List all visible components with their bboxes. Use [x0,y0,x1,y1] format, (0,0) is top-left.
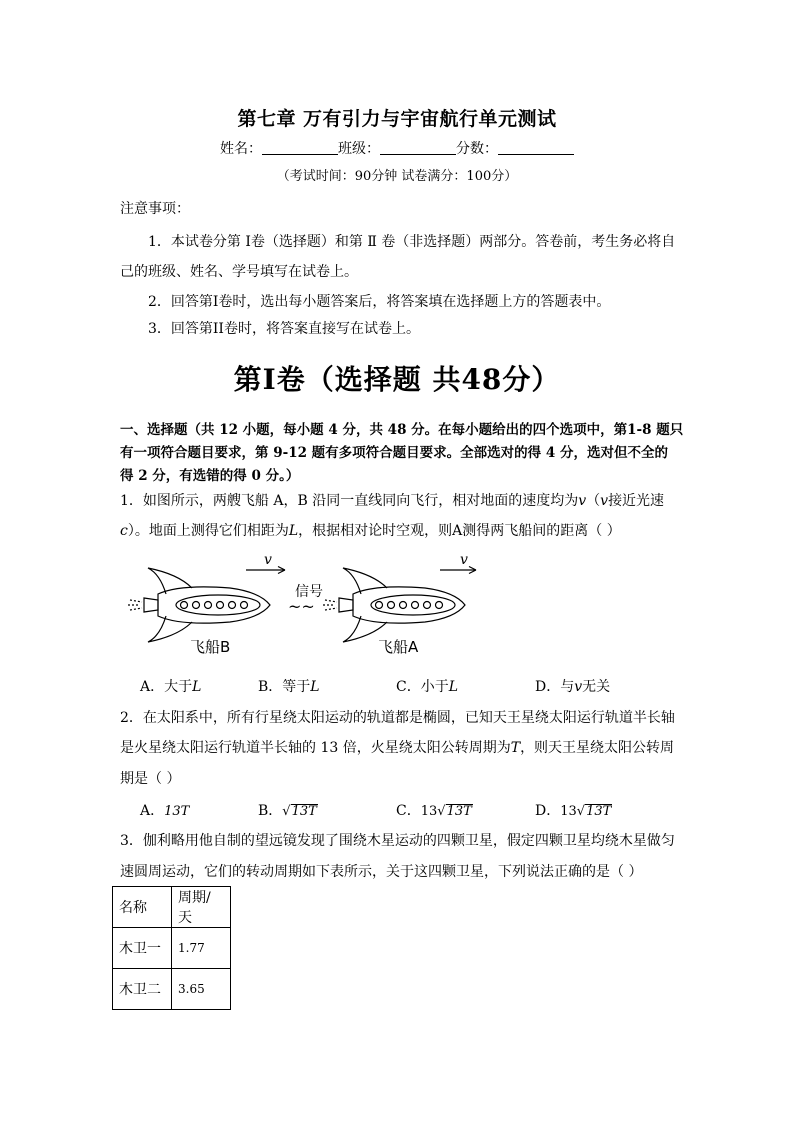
part1-instructions-line-3: 得 2 分，有选错的得 0 分。） [120,468,300,484]
velocity-label-a: v [460,552,468,568]
notice-item-1-line-2: 己的班级、姓名、学号填写在试卷上。 [120,264,358,280]
table-header-row [113,887,231,928]
q1-option-b[interactable] [258,676,320,696]
q2-text: ，则天王星绕太阳公转周 [520,740,675,756]
table-cell: 3.65 [172,969,231,1010]
q1-option-c[interactable] [396,676,458,696]
q1-option-d[interactable] [535,676,610,696]
var-v: v [578,493,587,509]
option-coefficient: 13 [560,804,577,819]
q1-option-a[interactable] [140,676,201,696]
var-l: L [448,679,459,695]
part1-instructions-line-2: 有一项符合题目要求，第 9-12 题有多项符合题目要求。全部选对的得 4 分，选对但不全的 [120,445,668,461]
notice-item-2: 2．回答第Ⅰ卷时，选出每小题答案后，将答案填在选择题上方的答题表中。 [148,294,611,310]
option-label: A．大于 [140,679,193,695]
ship-a-icon [323,568,465,642]
option-label: B． [258,803,283,819]
table-header-cell: 名称 [113,887,172,928]
q2-option-c[interactable]: C．13√13T [396,803,472,819]
q2-stem-line-2 [120,737,674,757]
var-l: L [192,679,202,695]
notice-item-3: 3．回答第II卷时，将答案直接写在试卷上。 [148,321,420,337]
student-info-line [0,138,794,158]
q1-stem-line-1 [120,490,664,510]
q1-text: （ [586,493,601,509]
var-l: L [310,679,320,695]
table-cell: 木卫一 [113,928,172,969]
option-label: D． [535,803,561,819]
notice-item-1-line-1: 1．本试卷分第 Ⅰ卷（选择题）和第 Ⅱ 卷（非选择题）两部分。答卷前，考生务必将自 [148,234,676,250]
option-label: C．小于 [396,679,449,695]
name-label: 姓名： [220,141,262,157]
q2-option-b[interactable]: B．√13T [258,803,317,819]
q1-stem-line-2 [120,520,621,540]
section-title: 第Ⅰ卷（选择题 共48分） [233,363,561,396]
option-value: 13T [446,804,472,819]
table-row [113,969,231,1010]
q1-text: 1．如图所示，两艘飞船 A，B 沿同一直线同向飞行，相对地面的速度均为 [120,493,579,509]
q2-text: 是火星绕太阳运行轨道半长轴的 13 倍，火星绕太阳公转周期为 [120,740,511,756]
notice-heading: 注意事项： [120,201,190,217]
exam-info: （考试时间：90分钟 试卷满分：100分） [276,169,518,184]
table-cell: 1.77 [172,928,231,969]
q1-text: ，根据相对论时空观，则A测得两飞船间的距离（ ） [298,523,621,539]
option-value: 13T [291,804,317,819]
score-label: 分数： [456,141,498,157]
spaceship-figure [120,548,490,663]
option-label: B．等于 [258,679,311,695]
option-label: 无关 [582,679,611,695]
wave-icon: ~~ [288,597,315,616]
q3-stem-line-1: 3．伽利略用他自制的望远镜发现了围绕木星运动的四颗卫星，假定四颗卫星均绕木星做匀 [120,833,675,849]
velocity-label-b: v [264,552,272,568]
var-t: T [510,740,521,756]
option-label: D．与 [535,679,575,695]
score-blank[interactable] [498,140,574,155]
ship-b-label: 飞船B [190,638,231,656]
table-row [113,928,231,969]
table-cell: 木卫二 [113,969,172,1010]
option-label: A． [140,803,165,819]
signal-label: 信号 [295,584,323,600]
option-value: 13T [164,804,190,819]
satellite-period-table [112,886,231,1010]
q1-text: ）。地面上测得它们相距为 [127,523,289,539]
class-label: 班级： [338,141,380,157]
var-v: v [600,493,609,509]
class-blank[interactable] [380,140,456,155]
q2-stem-line-1: 2．在太阳系中，所有行星绕太阳运动的轨道都是椭圆，已知天王星绕太阳运行轨道半长轴 [120,710,675,726]
var-c: c [120,523,128,539]
option-label: C． [396,803,421,819]
page-title: 第七章 万有引力与宇宙航行单元测试 [237,108,557,130]
q1-text: 接近光速 [608,493,665,509]
q2-option-d[interactable]: D．13√13T [535,803,612,819]
var-v: v [574,679,583,695]
q2-option-a[interactable] [140,800,189,820]
ship-b-icon [128,568,270,642]
q3-stem-line-2: 速圆周运动，它们的转动周期如下表所示，关于这四颗卫星，下列说法正确的是（ ） [120,864,643,880]
table-header-cell: 周期/天 [172,887,231,928]
var-l: L [288,523,299,539]
name-blank[interactable] [262,140,338,155]
ship-a-label: 飞船A [378,638,419,656]
option-coefficient: 13 [420,804,438,819]
q2-stem-line-3: 期是（ ） [120,771,181,787]
option-value: 13T [586,804,612,819]
part1-instructions-line-1: 一、选择题（共 12 小题，每小题 4 分，共 48 分。在每小题给出的四个选项中，第1-8 题只 [120,422,684,438]
